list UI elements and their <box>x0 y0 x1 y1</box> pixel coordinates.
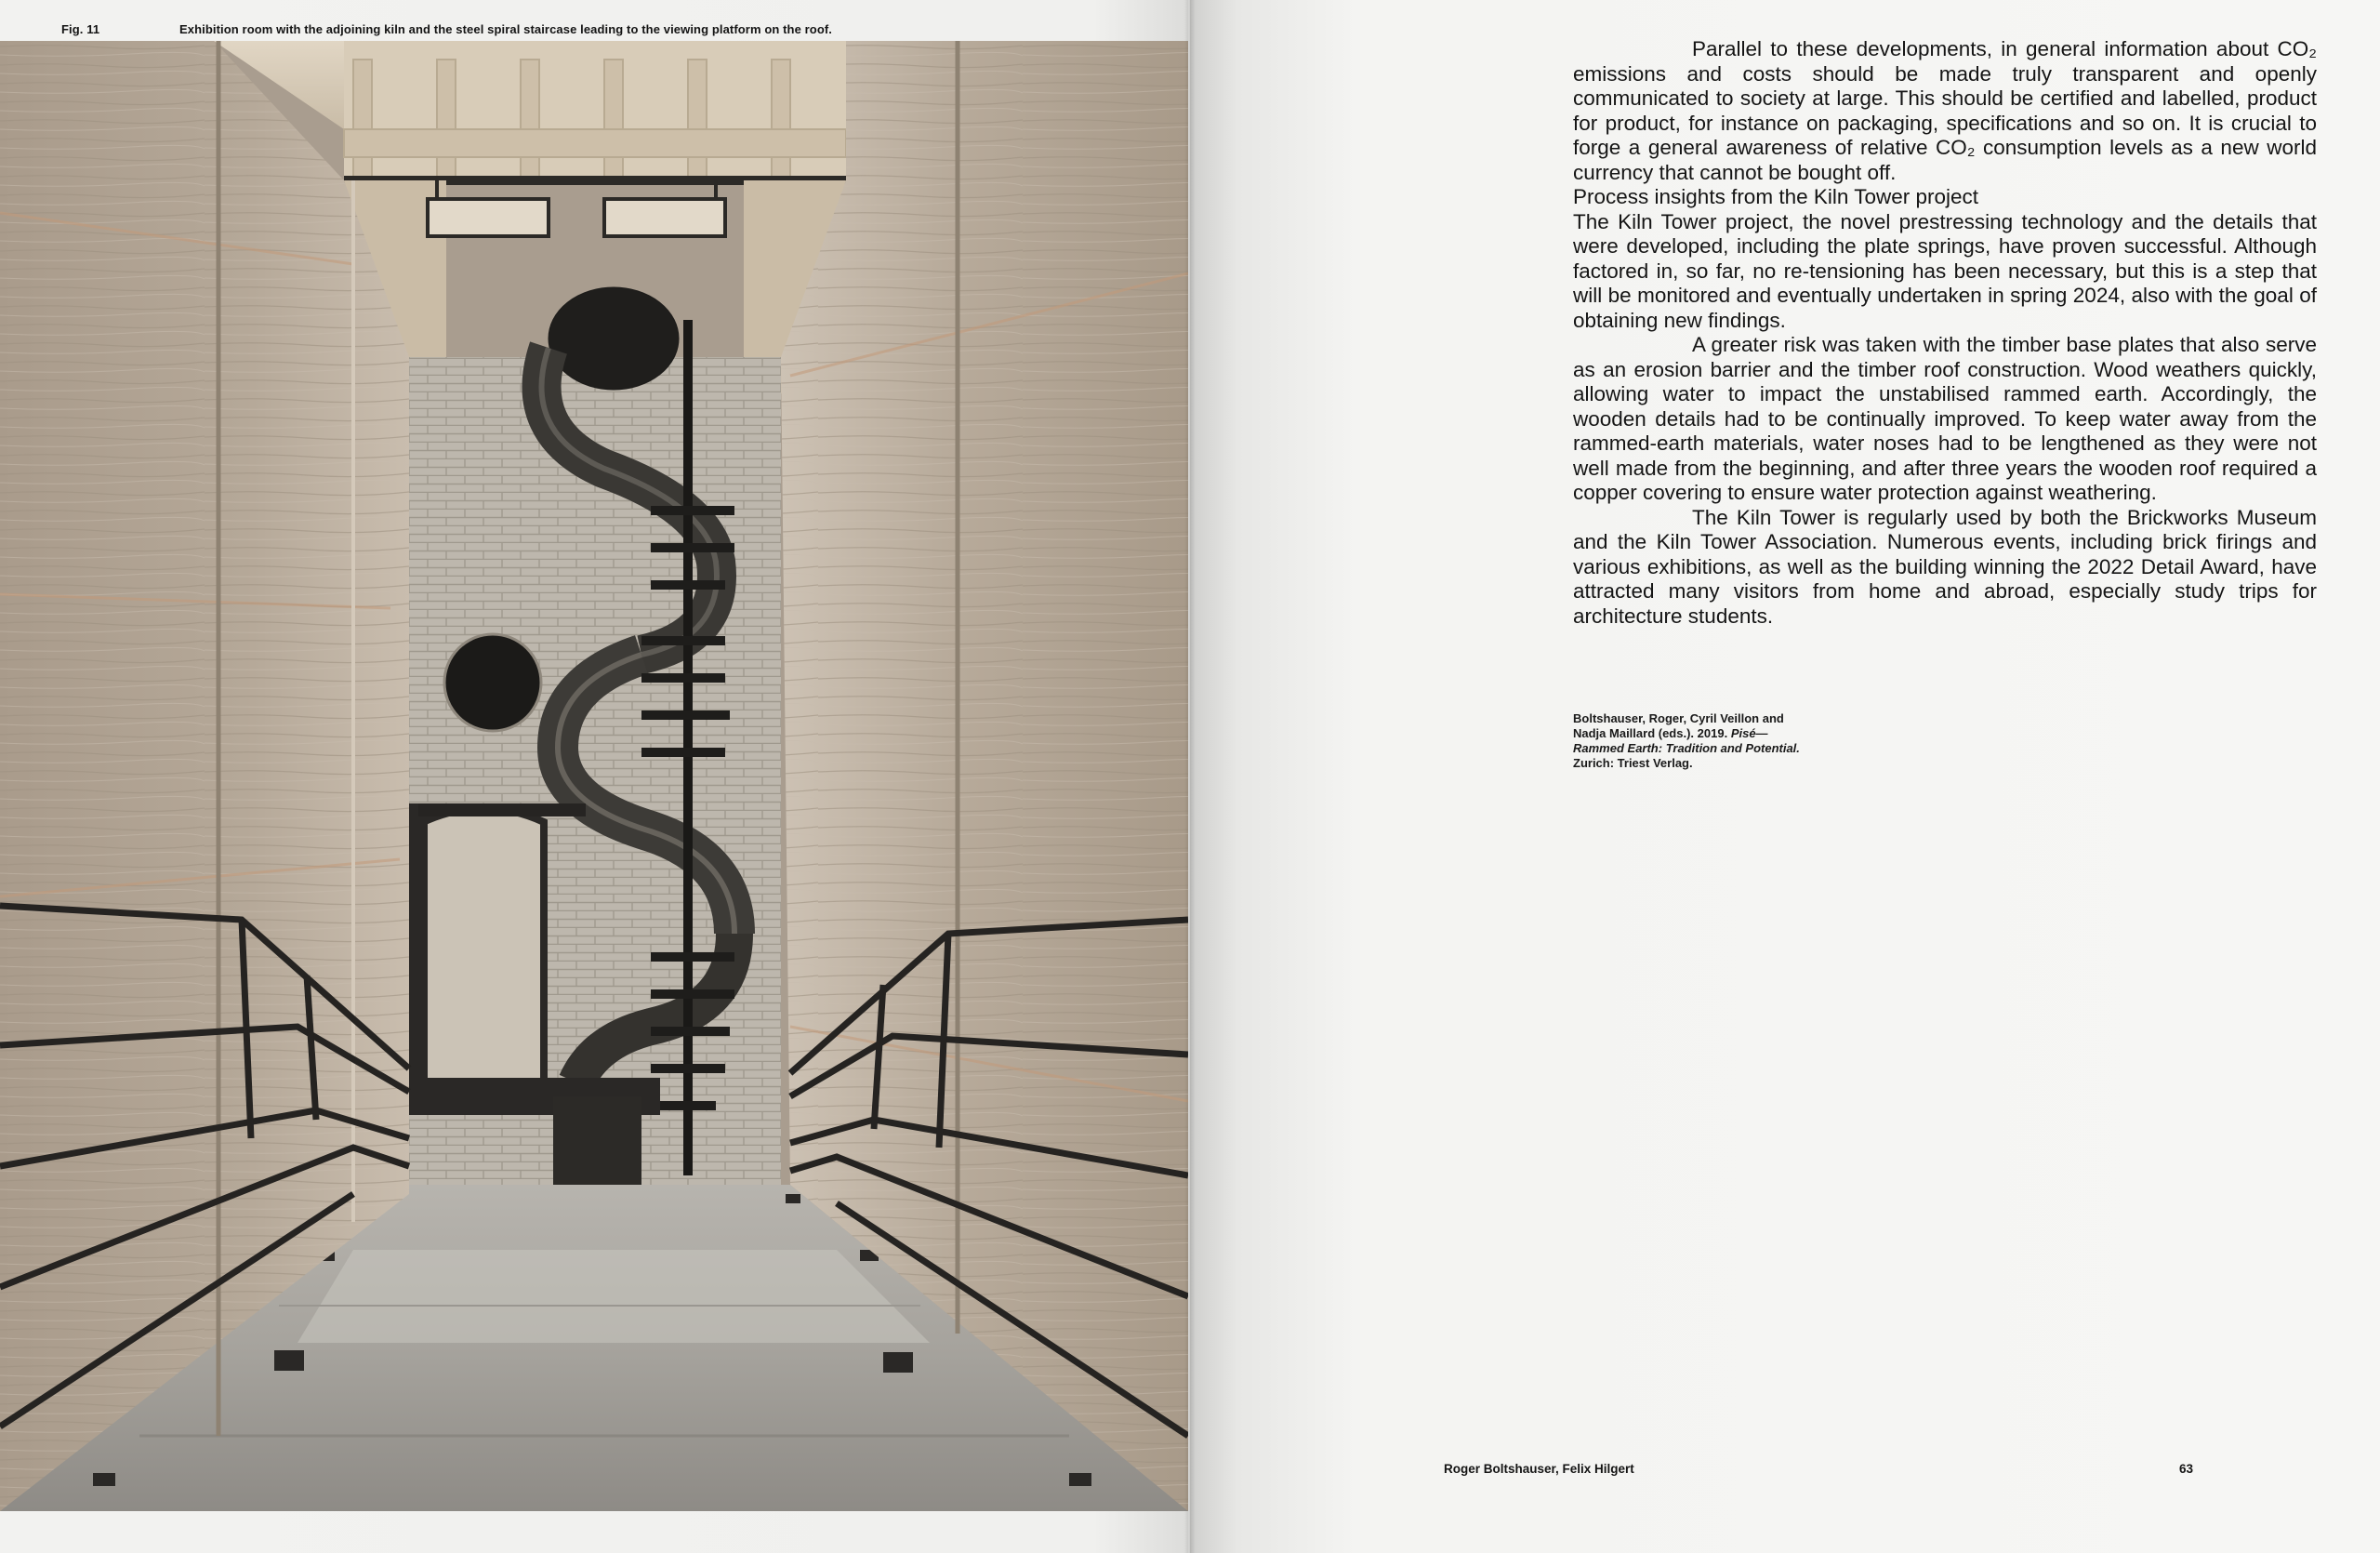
footer-authors: Roger Boltshauser, Felix Hilgert <box>1444 1462 1634 1476</box>
left-page <box>0 0 1188 1553</box>
right-page <box>1190 0 2380 1553</box>
reference-publisher: Zurich: Triest Verlag. <box>1573 756 1693 770</box>
bibliography-reference <box>1573 711 1815 771</box>
figure-label: Fig. 11 <box>61 22 100 36</box>
staircase-photograph <box>0 41 1188 1511</box>
body-text <box>1573 37 2317 629</box>
book-gutter <box>1184 0 1196 1553</box>
reference-title: Pisé—Rammed Earth: Tradition and Potential. <box>1573 726 1800 755</box>
reference-authors: Boltshauser, Roger, Cyril Veillon and Nadja Maillard (eds.). 2019. <box>1573 711 1784 740</box>
paragraph-kiln-tower-success: The Kiln Tower project, the novel prestressing technology and the details that were developed, including the plate springs, have proven successful. Although factored in, so far, no re-tensioning has been necessary, but this is a step that will be monitored and eventually undertaken in spring 2024, also with the goal of obtaining new findings. <box>1573 209 2317 332</box>
paragraph-co2-transparency: Parallel to these developments, in general information about CO₂ emissions and costs should be made truly transparent and openly communicated to society at large. This should be certified and labelled, product for product, for instance on packaging, specifications and so on. It is crucial to forge a general awareness of relative CO₂ consumption levels as a new world currency that cannot be bought off. <box>1573 37 2317 184</box>
paragraph-timber-risk: A greater risk was taken with the timber base plates that also serve as an erosion barrier and the timber roof construction. Wood weathers quickly, allowing water to impact the unstabilised rammed earth. Accordingly, the wooden details had to be continually improved. To keep water away from the rammed-earth materials, water noses had to be lengthened as they were not well made from the beginning, and after three years the wooden roof required a copper covering to ensure water protection against weathering. <box>1573 333 2317 504</box>
staircase-photograph-illustration <box>0 41 1188 1511</box>
section-heading: Process insights from the Kiln Tower project <box>1573 185 1979 208</box>
figure-caption: Exhibition room with the adjoining kiln and the steel spiral staircase leading to the viewing platform on the roof. <box>179 22 833 36</box>
paragraph-kiln-tower-usage: The Kiln Tower is regularly used by both the Brickworks Museum and the Kiln Tower Association. Numerous events, including brick firings and various exhibitions, as well as the building winning the 2022 Detail Award, have attracted many visitors from home and abroad, especially study trips for architecture students. <box>1573 505 2317 628</box>
page-number: 63 <box>2179 1462 2194 1476</box>
